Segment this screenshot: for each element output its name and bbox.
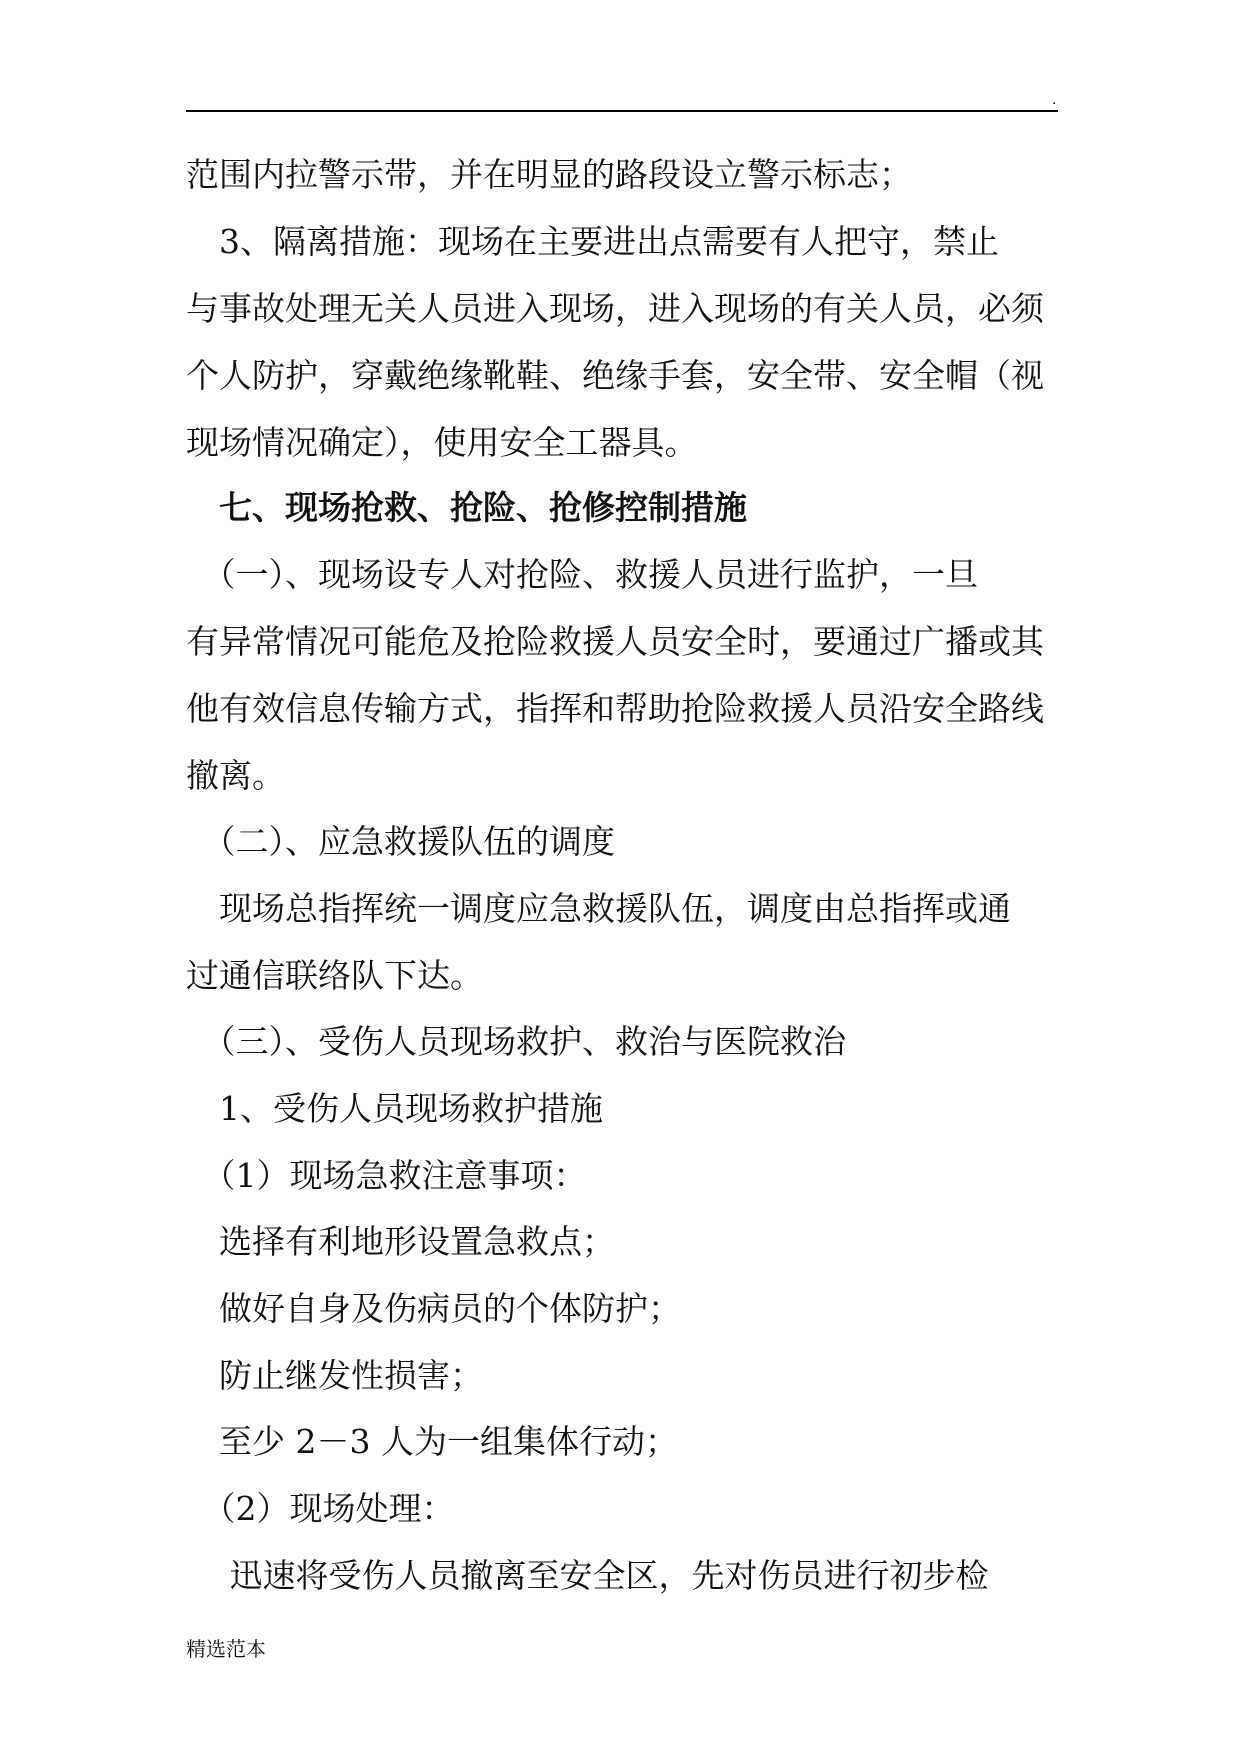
list-item: 至少 2－3 人为一组集体行动； [186,1422,678,1461]
text-line: 1、受伤人员现场救护措施 [186,1089,603,1128]
text-line: 与事故处理无关人员进入现场，进入现场的有关人员，必须 [186,289,1044,328]
text-line: （1）现场急救注意事项： [186,1156,587,1195]
header-rule [186,110,1058,112]
text-line: 现场总指挥统一调度应急救援队伍，调度由总指挥或通 [186,889,1011,928]
text-line: （2）现场处理： [186,1489,455,1528]
text-line: 过通信联络队下达。 [186,956,483,995]
text-line: 迅速将受伤人员撤离至安全区，先对伤员进行初步检 [186,1556,989,1595]
header-dot: . [1052,92,1057,108]
text-line: 范围内拉警示带，并在明显的路段设立警示标志； [186,155,912,194]
list-item: 做好自身及伤病员的个体防护； [186,1289,681,1328]
text-line: 3、隔离措施：现场在主要进出点需要有人把守，禁止 [186,222,999,261]
text-line: 现场情况确定），使用安全工器具。 [186,423,698,462]
text-line: 他有效信息传输方式，指挥和帮助抢险救援人员沿安全路线 [186,689,1044,728]
list-item: 防止继发性损害； [186,1356,483,1395]
text-line: 个人防护，穿戴绝缘靴鞋、绝缘手套，安全带、安全帽（视 [186,356,1044,395]
subsection-heading: （二）、应急救援队伍的调度 [186,822,615,861]
footer-text: 精选范本 [186,1637,266,1661]
text-line: 撤离。 [186,756,285,795]
section-heading: 七、现场抢救、抢险、抢修控制措施 [186,488,747,527]
subsection-heading: （三）、受伤人员现场救护、救治与医院救治 [186,1022,846,1061]
text-line: 有异常情况可能危及抢险救援人员安全时，要通过广播或其 [186,622,1044,661]
list-item: 选择有利地形设置急救点； [186,1222,615,1261]
text-line: （一）、现场设专人对抢险、救援人员进行监护，一旦 [186,555,978,594]
